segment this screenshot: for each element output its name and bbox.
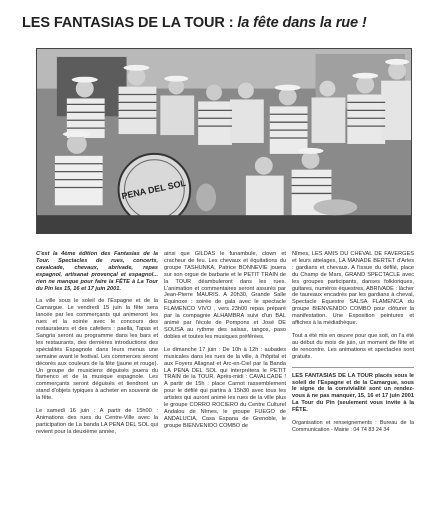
article-lead: C'est la 4ème édition des Fantasias de la Tour. Spectacles de rues, concerts, cavalcade, chevaux, abrivade, repas espagnol, artisanat provençal et espagnol... rien ne manque pour faire la FÊTE à La Tour du Pin les 15, 16 et 17 juin 2001. bbox=[36, 251, 158, 292]
photo-foreground bbox=[37, 215, 411, 233]
paragraph: Nîmes, LES AMIS DU CHEVAL DE FAVERGES et leurs attelages, LA MANADE BERTET d'Arles : gardians et chevaux. A l'issue du défilé, place du Champ de Mars, GRAND SPECTACLE avec les groupes participants, danses folkloriques, guitares, numéros équestres, ABRIVADE : lâcher de taureaux encadrés par les gardians à cheval, Spectacle Equestre SALSA FLAMENCA du groupe BIENVENIDO COMBO pour clôturer la manifestation. Une Exposition peintures et affiches à la médiathèque. bbox=[292, 251, 414, 327]
paragraph: Le dimanche 17 juin : De 10h à 12h : aubades musicales dans les rues de la ville, à l'hôpital et aux Foyers Allagnat et Arc-en-Ciel par la Banda LA PENA DEL SOL qui interprétera le PETIT TRAIN de la TOUR. Après-midi : CAVALCADE ! A partir de 15h : place Carnot rassemblement pour le défilé qui partira à 15h30 avec tous les artistes qui auront animé les rues de la ville plus le groupe CORRO ROCIERO du Centre Culturel Andalou de Nîmes, le groupe FUEGO de ANDALUCIA, Casa Espana de Grenoble, le groupe BIENVENIDO COMBO de bbox=[164, 346, 286, 429]
article-column-2 bbox=[164, 251, 286, 521]
contact-info: Organisation et renseignements : Bureau de la Communication - Mairie : 04 74 83 24 34 bbox=[292, 420, 414, 433]
article-headline bbox=[22, 14, 412, 32]
photo-caption bbox=[36, 237, 412, 249]
paragraph: ainsi que GILDAS le funambule, clown et cracheur de feu. Les chevaux et équitations du groupe TASHUNKA, Patrice BONNEVIE jouera sur son orgue de barbarie et le PETIT TRAIN de la TOUR déambuleront dans les rues. L'animation et commentaires seront assurés par Jean-Pierre MAURIS. A 20h30, Grande Salle Equinoxe : soirée de gala avec le spectacle FLAMENCO VIVO , vers 23h00 repas préparé par la compagnie ALHAMBRA suivi d'un BAL animé par l'école de Pompons et José DE SOUSA au rythme des salsas, tangos, paso dobles et toutes les musiques préférées. bbox=[164, 251, 286, 340]
headline-subtitle: la fête dans la rue ! bbox=[237, 15, 367, 31]
headline-main: LES FANTASIAS DE LA TOUR : bbox=[22, 15, 234, 31]
paragraph: Tout a été mis en œuvre pour que soit, on l'a été au début du mois de juin, un moment de fête et de rencontre. Les animations et spectacles sont gratuits. bbox=[292, 332, 414, 360]
divider bbox=[292, 367, 414, 368]
highlight-box: LES FANTASIAS DE LA TOUR placés sous le soleil de l'Espagne et de la Camargue, sous le signe de la convivialité sont un rendez-vous à ne pas manquer, 15, 16 et 17 juin 2001 La Tour du Pin (seulement vous invite à la FÊTE. bbox=[292, 372, 414, 414]
paragraph: La ville sous le soleil de l'Espagne et de la Camargue. Le vendredi 15 juin la fête sera lancée par les commerçants qui animeront les rues et la soirée avec le concours des restaurateurs et des cafetiers : paella, Tapas et Sangria seront au programme dans les bars et les restaurants, des dernières introductions des spécialités Espagnole dans leurs menus une semaine avant le festival. Les commerces seront décorés aux couleurs de la fête (jaune et rouge). Un groupe de musiciens déguisés jouera du flamenco et de la musique espagnole. Les commerçants seront déguisés et tiendront un stand d'objets typiques à acheter en souvenir de la fête. bbox=[36, 298, 158, 402]
article-photo bbox=[36, 48, 412, 234]
drum-banner-text: PENA DEL SOL bbox=[120, 177, 187, 202]
band-photo-illustration bbox=[37, 49, 411, 233]
paragraph: Le samedi 16 juin : A partir de 15h00 : Animations des rues du Centre-Ville avec la participation de La banda LA PENA DEL SOL qui revient pour la deuxième année, bbox=[36, 408, 158, 435]
trombone-bell bbox=[314, 199, 358, 215]
article-column-1 bbox=[36, 251, 158, 521]
trumpet bbox=[196, 184, 216, 212]
article-column-3 bbox=[292, 251, 414, 521]
